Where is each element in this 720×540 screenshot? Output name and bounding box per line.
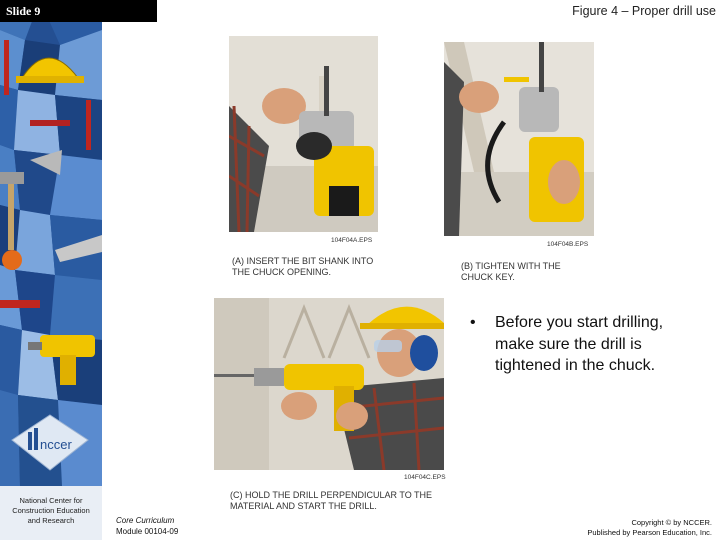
bullet-marker: •: [470, 314, 476, 331]
caption-c: (C) HOLD THE DRILL PERPENDICULAR TO THE MATERIAL AND START THE DRILL.: [230, 490, 433, 511]
curriculum-info: [116, 515, 178, 537]
photo-a: [229, 36, 378, 232]
logo-text: nccer: [40, 437, 72, 452]
org-block: [0, 486, 102, 540]
mosaic-art: [0, 0, 102, 486]
caption-a: (A) INSERT THE BIT SHANK INTO THE CHUCK OPENING.: [232, 256, 374, 277]
curriculum-line1: Core Curriculum: [116, 516, 175, 525]
file-label-a-text: 104F04A.EPS: [331, 237, 373, 244]
photo-b: [444, 42, 594, 236]
bullet-text: Before you start drilling, make sure the drill is tightened in the chuck.: [495, 314, 664, 374]
photo-c: [214, 298, 444, 470]
mosaic-sidebar: [0, 0, 102, 540]
file-label-c: 104F04C.EPS: [404, 474, 446, 481]
slide-label: Slide 9: [0, 0, 157, 22]
copyright: [560, 518, 712, 538]
curriculum-line2: Module 00104-09: [116, 527, 179, 536]
figure-title: Figure 4 – Proper drill use: [572, 4, 716, 18]
copyright-line1: Copyright © by NCCER.: [631, 518, 712, 527]
org-name: National Center for Construction Education and Research: [12, 496, 90, 525]
file-label-b: 104F04B.EPS: [547, 241, 589, 248]
caption-b: (B) TIGHTEN WITH THE CHUCK KEY.: [461, 261, 561, 282]
copyright-line2: Published by Pearson Education, Inc.: [587, 528, 712, 537]
